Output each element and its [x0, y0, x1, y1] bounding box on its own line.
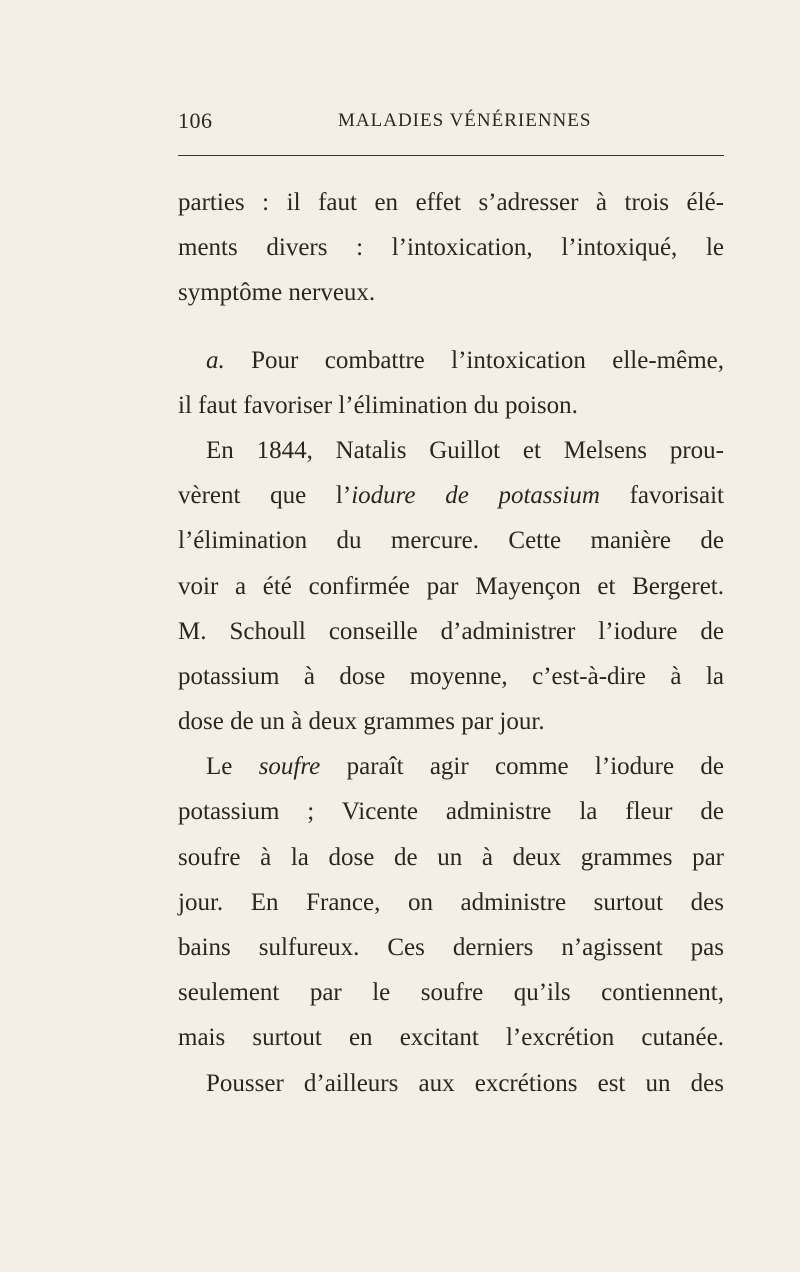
text-line: ments divers : l’intoxication, l’intoxiqué, le	[178, 234, 724, 262]
running-title: MALADIES VÉNÉRIENNES	[338, 110, 592, 131]
text-line: soufre à la dose de un à deux grammes par	[178, 843, 724, 871]
text-line	[178, 473, 724, 518]
text-line: Pousser d’ailleurs aux excrétions est un des	[206, 1069, 724, 1097]
text-line: mais surtout en excitant l’excrétion cutanée.	[178, 1024, 724, 1052]
list-marker: a.	[206, 346, 225, 374]
body-text	[178, 180, 724, 1106]
text-line: jour. En France, on administre surtout des	[178, 888, 724, 916]
text-span: vèrent que l’	[178, 482, 352, 510]
text-line: symptôme nerveux.	[178, 279, 376, 307]
paragraph-gap	[178, 316, 724, 338]
text-line: parties : il faut en effet s’adresser à trois élé-	[178, 189, 724, 216]
text-span: paraît agir comme l’iodure de	[320, 753, 724, 781]
text-span: favorisait	[599, 482, 724, 510]
text-line: potassium à dose moyenne, c’est-à-dire à la	[178, 662, 724, 690]
text-line: voir a été confirmée par Mayençon et Bergeret.	[178, 572, 724, 600]
italic-term: iodure de potassium	[351, 482, 600, 510]
text-line: l’élimination du mercure. Cette manière de	[178, 527, 724, 555]
text-line: il faut favoriser l’élimination du poison.	[178, 391, 578, 419]
page-header	[178, 108, 724, 142]
page-number: 106	[178, 108, 213, 133]
text-span: Le	[206, 753, 259, 781]
header-rule	[178, 155, 724, 156]
text-line: bains sulfureux. Ces derniers n’agissent pas	[178, 934, 724, 961]
text-line: M. Schoull conseille d’administrer l’iodure de	[178, 617, 724, 645]
text-line: En 1844, Natalis Guillot et Melsens prou-	[206, 436, 724, 464]
text-line: dose de un à deux grammes par jour.	[178, 708, 545, 736]
text-span: Pour combattre l’intoxication elle-même,	[251, 346, 724, 374]
text-line: potassium ; Vicente administre la fleur de	[178, 798, 724, 826]
italic-term: soufre	[258, 753, 321, 781]
text-line: seulement par le soufre qu’ils contiennent,	[178, 979, 724, 1007]
text-line	[178, 744, 724, 789]
text-line	[178, 338, 724, 383]
